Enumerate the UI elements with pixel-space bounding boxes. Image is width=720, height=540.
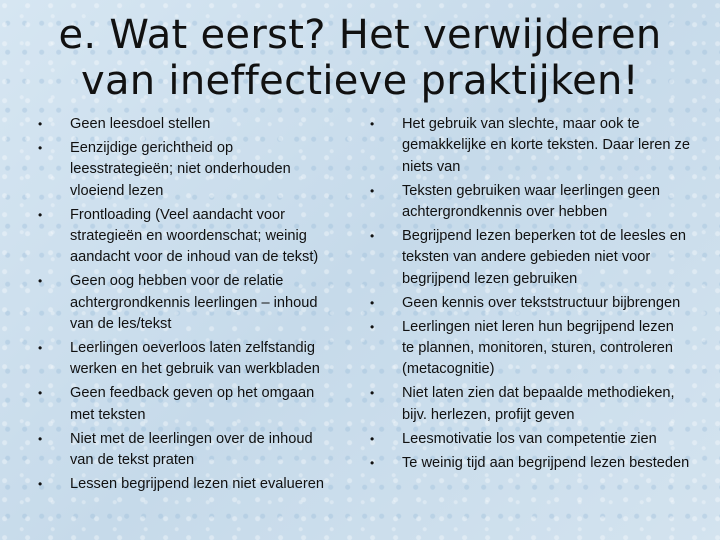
list-item-text: Te weinig tijd aan begrijpend lezen besteden: [402, 454, 690, 471]
list-item-text: Niet met de leerlingen over de inhoud van de tekst praten: [70, 430, 313, 469]
list-item: [370, 226, 690, 290]
list-item: [370, 429, 690, 450]
list-item-text: Lessen begrijpend lezen niet evalueren: [70, 476, 324, 492]
list-item: [370, 293, 690, 314]
bullet-icon: •: [370, 455, 375, 470]
list-item-text: Leerlingen niet leren hun begrijpend lezen te plannen, monitoren, sturen, controleren (metacognitie): [402, 318, 674, 378]
list-item: [38, 383, 338, 426]
list-item: [38, 338, 338, 381]
list-item-text: Begrijpend lezen beperken tot de leesles en teksten van andere gebieden niet voor begrijpend lezen gebruiken: [402, 228, 686, 287]
list-item: [370, 453, 690, 474]
list-item-text: Niet laten zien dat bepaalde methodieken, bijv. herlezen, profijt geven: [402, 385, 675, 423]
list-item: [38, 205, 338, 269]
bullet-icon: •: [370, 431, 375, 446]
bullet-icon: •: [38, 431, 43, 446]
bullet-icon: •: [370, 319, 375, 334]
bullet-icon: •: [38, 341, 43, 356]
list-item: [370, 383, 690, 426]
bullet-icon: •: [370, 117, 375, 131]
list-item: [370, 181, 690, 224]
slide-title-line-1: e. Wat eerst? Het verwijderen: [58, 12, 662, 58]
bullet-icon: •: [370, 295, 375, 310]
bullet-icon: •: [370, 386, 375, 401]
list-item: [38, 271, 338, 335]
list-item-text: Frontloading (Veel aandacht voor strategieën en woordenschat; weinig aandacht voor de inhoud van de tekst): [70, 206, 319, 266]
list-item-text: Geen kennis over tekststructuur bijbrengen: [402, 294, 681, 311]
slide-title-line-2: van ineffectieve praktijken!: [80, 58, 640, 104]
slide-title: [0, 12, 720, 104]
bullet-icon: •: [38, 274, 43, 289]
right-bullet-list: [370, 114, 690, 477]
bullet-icon: •: [38, 207, 43, 222]
bullet-icon: •: [38, 386, 43, 401]
list-item: [38, 114, 338, 135]
list-item: [38, 138, 338, 202]
list-item-text: Eenzijdige gerichtheid op leesstrategieën; niet onderhouden vloeiend lezen: [70, 139, 291, 199]
bullet-icon: •: [38, 140, 43, 155]
list-item: [370, 317, 690, 381]
bullet-icon: •: [370, 229, 375, 244]
bullet-icon: •: [370, 183, 375, 198]
bullet-icon: •: [38, 117, 43, 131]
list-item: [38, 474, 338, 495]
left-bullet-list: [38, 114, 338, 498]
list-item: [38, 429, 338, 472]
list-item: [370, 114, 690, 178]
list-item-text: Geen oog hebben voor de relatie achtergrondkennis leerlingen – inhoud van de les/tekst: [70, 273, 318, 333]
list-item-text: Leesmotivatie los van competentie zien: [402, 430, 657, 447]
bullet-icon: •: [38, 477, 43, 491]
list-item-text: Geen leesdoel stellen: [70, 116, 211, 132]
list-item-text: Teksten gebruiken waar leerlingen geen achtergrondkennis over hebben: [402, 182, 660, 221]
list-item-text: Leerlingen oeverloos laten zelfstandig werken en het gebruik van werkbladen: [70, 340, 320, 378]
list-item-text: Het gebruik van slechte, maar ook te gemakkelijke en korte teksten. Daar leren ze niets van: [402, 116, 690, 175]
list-item-text: Geen feedback geven op het omgaan met teksten: [70, 385, 315, 423]
